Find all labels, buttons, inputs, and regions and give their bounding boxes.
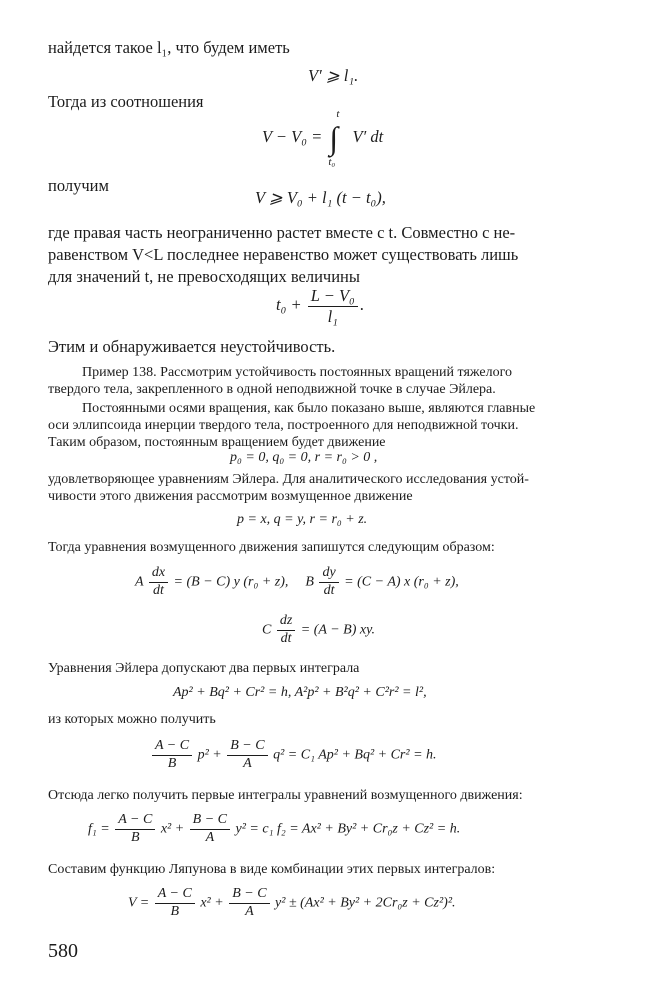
formula-part: V − V₀ = [262,126,323,146]
formula-part: C [262,622,272,638]
fraction-numerator: A − C [115,812,155,830]
fraction-numerator: A − C [152,738,192,756]
formula-combination [150,738,437,773]
fraction [319,565,338,600]
fraction-numerator: L − V₀ [308,286,358,307]
fraction-denominator: B [130,829,140,845]
formula-part: = (C − A) x (r₀ + z), [344,574,459,590]
fraction [115,812,155,847]
text-line: Составим функцию Ляпунова в виде комбинации этих первых интегралов: [48,862,496,877]
text-line: Пример 138. Рассмотрим устойчивость постоянных вращений тяжелого [82,365,512,380]
text-line: твердого тела, закрепленного в одной неподвижной точке в случае Эйлера. [48,382,496,397]
formula-v-prime: V′ ⩾ l₁. [308,66,359,85]
fraction-numerator: dx [149,565,168,583]
text-line: оси эллипсоида инерции твердого тела, построенного для неподвижной точки. [48,418,519,433]
formula-first-integrals: Ap² + Bq² + Cr² = h, A²p² + B²q² + C²r² = l², [173,685,427,700]
formula-part: = (A − B) xy. [300,622,376,638]
text-line: чивости этого движения рассмотрим возмущенное движение [48,489,413,504]
fraction-numerator: A − C [155,886,195,904]
formula-perturbed-equations-1 [135,565,459,600]
fraction-denominator: l₁ [327,306,338,326]
fraction [155,886,195,921]
integral-upper: t [336,108,340,120]
formula-lyapunov-function [128,886,456,921]
formula-part: p² + [197,747,222,763]
text-line: Постоянными осями вращения, как было показано выше, являются главные [82,401,536,416]
formula-part: f₁ = [88,821,110,837]
fraction-denominator: B [167,755,177,771]
integral-lower: t₀ [328,156,336,168]
text-line: Тогда из соотношения [48,92,204,111]
formula-part: V = [128,895,150,911]
fraction [227,738,267,773]
page-number: 580 [48,940,78,962]
formula-part: A [135,574,144,590]
text-line: Уравнения Эйлера допускают два первых интеграла [48,661,360,676]
fraction-denominator: dt [280,630,292,646]
fraction [277,613,295,648]
text-line: для значений t, не превосходящих величины [48,267,360,286]
formula-part: y² ± (Ax² + By² + 2Cr₀z + Cz²)². [275,895,456,911]
fraction-numerator: B − C [229,886,269,904]
formula-part: y² = c₁ f₂ = Ax² + By² + Cr₀z + Cz² = h. [235,821,461,837]
fraction-numerator: dz [277,613,295,631]
text-line: из которых можно получить [48,712,216,727]
fraction-denominator: dt [323,582,335,598]
text-line: удовлетворяющее уравнениям Эйлера. Для аналитического исследования устой- [48,472,529,487]
fraction [190,812,230,847]
formula-bound: t₀ + $\frac{\text{L − V₀}}{\text{l₁}}$ . [276,286,364,326]
text-line: Отсюда легко получить первые интегралы уравнений возмущенного движения: [48,788,523,803]
formula-perturbed-integrals [88,812,460,847]
text-line: Таким образом, постоянным вращением будет движение [48,435,386,450]
formula-part: x² + [160,821,185,837]
fraction [308,286,358,327]
formula-integral [262,108,384,168]
integral-sign: ∫ t t₀ [328,108,340,168]
formula-part: x² + [200,895,224,911]
formula-perturbed-motion: p = x, q = y, r = r₀ + z. [237,512,368,527]
formula-part: = (B − C) y (r₀ + z), [173,574,289,590]
text-line: где правая часть неограниченно растет вместе с t. Совместно с не- [48,223,516,242]
fraction [149,565,168,600]
formula-part: B [305,574,314,590]
fraction-denominator: A [245,903,254,919]
formula-part: t₀ + [276,295,302,315]
fraction-denominator: A [243,755,252,771]
fraction-numerator: dy [319,565,338,583]
fraction [152,738,192,773]
formula-part: q² = C₁ Ap² + Bq² + Cr² = h. [273,747,437,763]
fraction-denominator: dt [152,582,164,598]
text-line: найдется такое l₁, что будем иметь [48,38,290,57]
formula-perturbed-equations-2 [262,613,375,648]
text-line: Тогда уравнения возмущенного движения запишутся следующим образом: [48,540,495,555]
fraction [229,886,269,921]
text-line: Этим и обнаруживается неустойчивость. [48,337,336,356]
fraction-numerator: B − C [190,812,230,830]
text-line: получим [48,176,109,195]
text-line: равенством V<L последнее неравенство может существовать лишь [48,245,519,264]
fraction-denominator: A [205,829,215,845]
fraction-denominator: B [170,903,180,919]
formula-part: V′ dt [352,126,384,146]
fraction-numerator: B − C [227,738,267,756]
formula-steady-rotation: p₀ = 0, q₀ = 0, r = r₀ > 0 , [230,450,378,465]
formula-inequality: V ⩾ V₀ + l₁ (t − t₀), [255,188,386,207]
